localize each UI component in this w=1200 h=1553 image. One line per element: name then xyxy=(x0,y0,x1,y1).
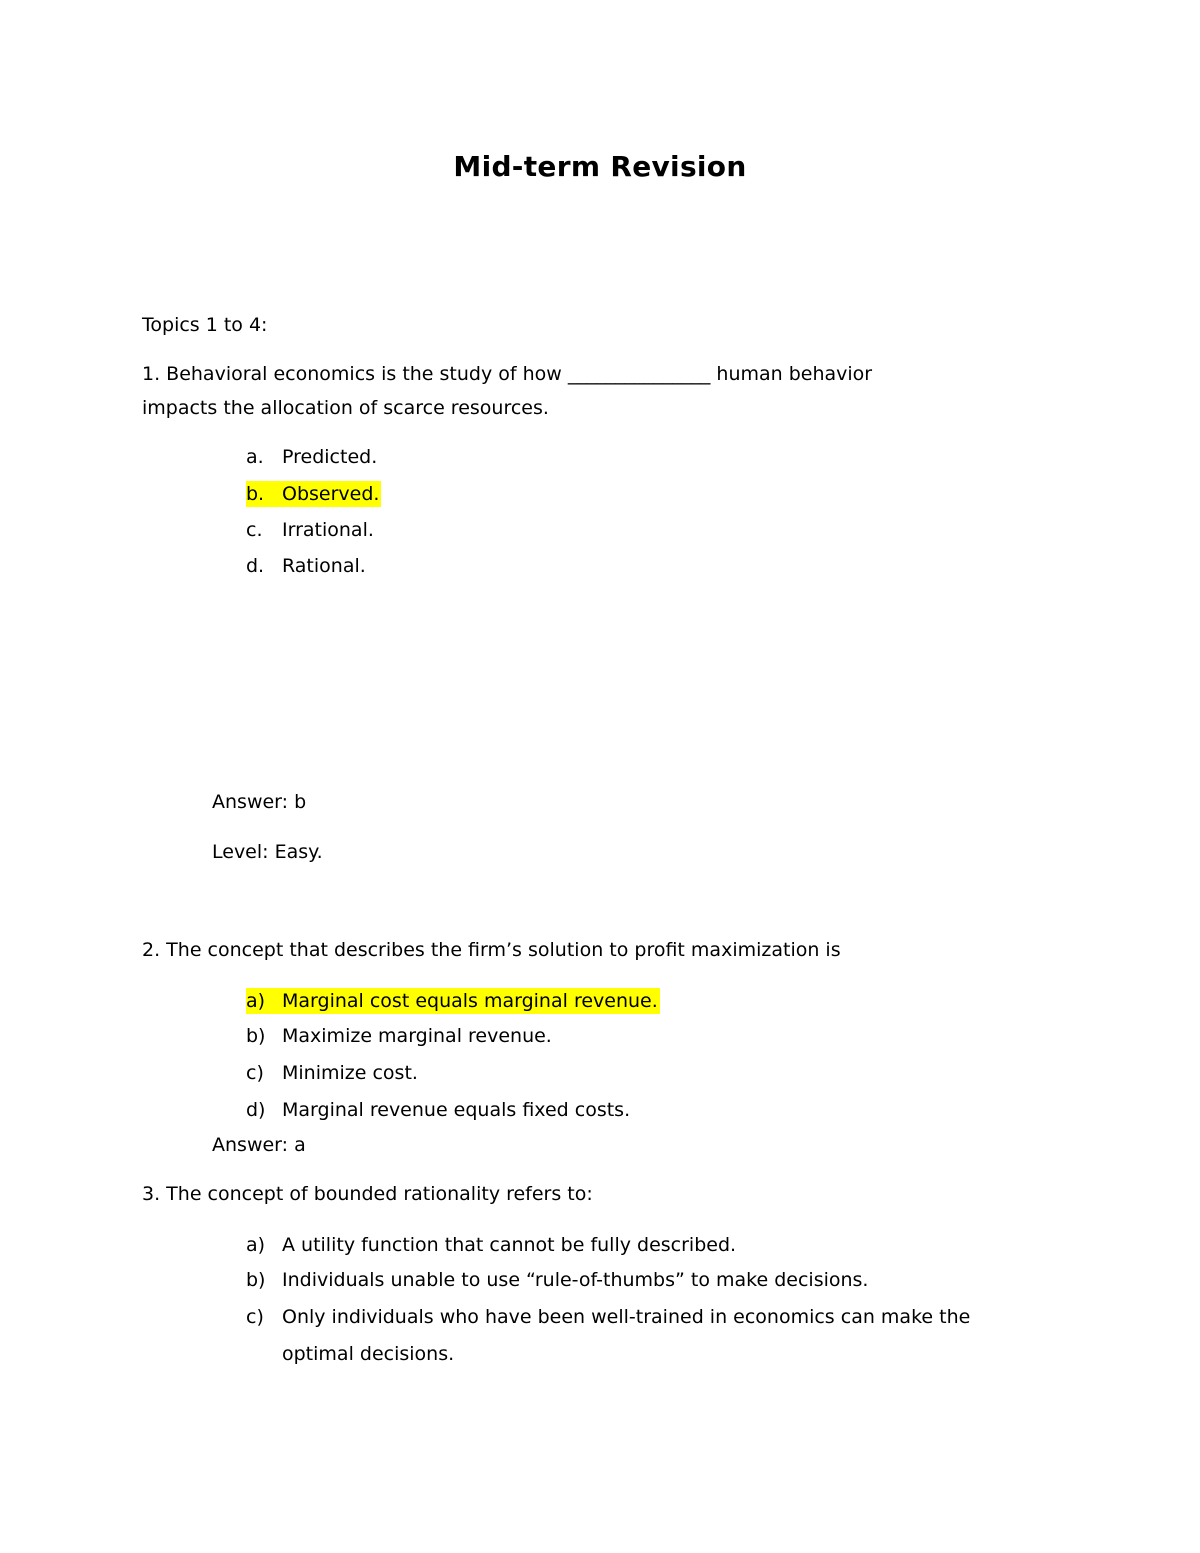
q3-option-b xyxy=(246,1268,868,1292)
question-2-text: 2. The concept that describes the firm’s solution to profit maximization is xyxy=(142,939,841,961)
q2-answer: Answer: a xyxy=(212,1134,306,1156)
option-marker: b) xyxy=(246,1025,266,1047)
q1-option-a xyxy=(246,445,377,469)
option-marker: a. xyxy=(246,446,264,468)
option-text: Minimize cost. xyxy=(282,1062,418,1084)
option-marker: c) xyxy=(246,1306,264,1328)
q1-answer: Answer: b xyxy=(212,791,307,813)
topics-heading: Topics 1 to 4: xyxy=(142,314,268,336)
option-marker: c) xyxy=(246,1062,264,1084)
option-text: Marginal revenue equals fixed costs. xyxy=(282,1099,631,1121)
option-text: Observed. xyxy=(282,483,380,505)
q2-option-a-highlighted xyxy=(246,989,660,1013)
question-1-text-cont: impacts the allocation of scarce resources. xyxy=(142,397,549,419)
option-text: Maximize marginal revenue. xyxy=(282,1025,552,1047)
q1-option-b-highlighted xyxy=(246,482,381,506)
q1-option-d xyxy=(246,554,366,578)
q3-option-c-continuation: optimal decisions. xyxy=(282,1343,455,1365)
q1-level: Level: Easy. xyxy=(212,841,323,863)
option-text: Rational. xyxy=(282,555,366,577)
option-text: A utility function that cannot be fully described. xyxy=(282,1234,737,1256)
q3-option-c xyxy=(246,1305,970,1329)
q2-option-d xyxy=(246,1098,630,1122)
q2-option-c xyxy=(246,1061,418,1085)
option-text: Marginal cost equals marginal revenue. xyxy=(282,990,658,1012)
option-text: Irrational. xyxy=(282,519,374,541)
option-marker: d. xyxy=(246,555,265,577)
question-3-text: 3. The concept of bounded rationality refers to: xyxy=(142,1183,593,1205)
option-marker: b. xyxy=(246,483,265,505)
option-text: Individuals unable to use “rule-of-thumbs” to make decisions. xyxy=(282,1269,869,1291)
option-marker: a) xyxy=(246,990,266,1012)
option-marker: d) xyxy=(246,1099,266,1121)
option-text: Predicted. xyxy=(282,446,378,468)
option-marker: b) xyxy=(246,1269,266,1291)
q3-option-a xyxy=(246,1233,736,1257)
question-1-text: 1. Behavioral economics is the study of how _______________ human behavior xyxy=(142,363,873,385)
option-text: Only individuals who have been well-trained in economics can make the xyxy=(282,1306,971,1328)
q2-option-b xyxy=(246,1024,552,1048)
q1-option-c xyxy=(246,518,374,542)
page-title: Mid-term Revision xyxy=(453,150,747,183)
option-marker: c. xyxy=(246,519,263,541)
option-marker: a) xyxy=(246,1234,266,1256)
